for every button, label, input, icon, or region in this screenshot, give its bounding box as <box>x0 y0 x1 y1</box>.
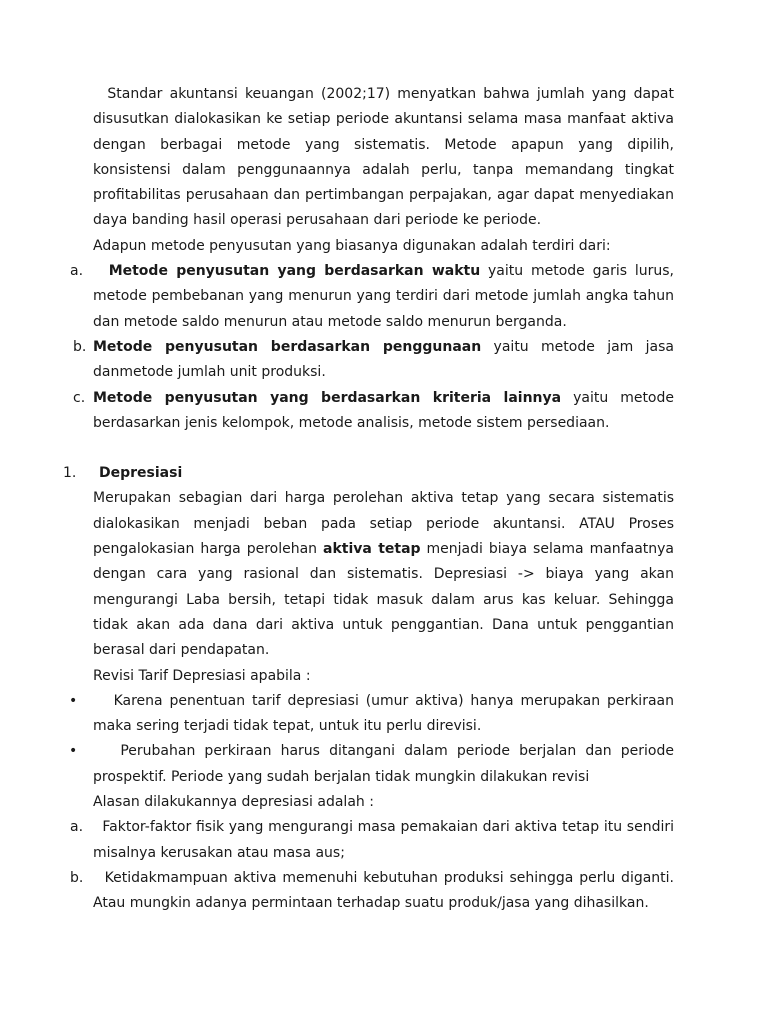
intro-paragraph <box>93 82 674 234</box>
method-item-b <box>73 335 674 386</box>
method-item-a <box>70 259 675 335</box>
list-marker: b. <box>70 869 84 886</box>
bullet-text: Perubahan perkiraan harus ditangani dalam periode berjalan dan periode prospektif. Periode yang sudah berjalan tidak mungkin dilakukan revisi <box>93 743 674 785</box>
list-marker: a. <box>70 819 84 836</box>
reason-item-a <box>70 815 674 866</box>
method-title: Metode penyusutan yang berdasarkan waktu <box>108 263 481 280</box>
section-number: 1. <box>63 465 77 482</box>
method-description: yaitu metode garis lurus, metode pembebanan yang menurun yang terdiri dari metode jumlah angka tahun dan metode saldo menurun atau metode saldo menurun berganda. <box>93 263 675 330</box>
reason-text: Ketidakmampuan aktiva memenuhi kebutuhan produksi sehingga perlu diganti. Atau mungkin adanya permintaan terhadap suatu produk/jasa yang dihasilkan. <box>93 869 675 912</box>
methods-intro: Adapun metode penyusutan yang biasanya digunakan adalah terdiri dari: <box>93 237 611 254</box>
spacer <box>93 436 674 461</box>
document-body <box>63 82 675 917</box>
method-item-c <box>73 386 675 437</box>
definition-bold-term: aktiva tetap <box>323 541 421 558</box>
bullet-marker: • <box>69 692 78 709</box>
method-title: Metode penyusutan yang berdasarkan kriteria lainnya <box>93 389 562 406</box>
section-title: Depresiasi <box>99 465 183 482</box>
list-marker: b. <box>73 338 87 355</box>
reason-item-b <box>70 866 675 917</box>
method-title: Metode penyusutan berdasarkan penggunaan <box>93 338 482 355</box>
method-description: yaitu metode jam jasa danmetode jumlah unit produksi. <box>93 338 674 381</box>
intro-paragraph-text: Standar akuntansi keuangan (2002;17) menyatkan bahwa jumlah yang dapat disusutkan dialokasikan ke setiap periode akuntansi selama masa manfaat aktiva dengan berbagai metode yang sistematis. Metode apapun yang dipilih, konsistensi dalam penggunaannya adalah perlu, tanpa memandang tingkat profitabilitas perusahaan dan pertimbangan perpajakan, agar dapat menyediakan daya banding hasil operasi perusahaan dari periode ke periode. <box>93 86 674 229</box>
list-marker: c. <box>73 389 86 406</box>
reason-text: Faktor-faktor fisik yang mengurangi masa pemakaian dari aktiva tetap itu sendiri misalnya kerusakan atau masa aus; <box>93 819 674 861</box>
bullet-text: Karena penentuan tarif depresiasi (umur aktiva) hanya merupakan perkiraan maka sering terjadi tidak tepat, untuk itu perlu direvisi. <box>93 692 674 735</box>
revisi-bullet-2 <box>69 739 674 790</box>
list-marker: a. <box>70 263 84 280</box>
definition-paragraph: Merupakan sebagian dari harga perolehan aktiva tetap yang secara sistematis dialokasikan menjadi beban pada setiap periode akuntansi. ATAU Proses pengalokasian harga perolehan aktiva tetap menjadi biaya selama manfaatnya dengan cara yang rasional dan sistematis. Depresiasi -> biaya yang akan mengurangi Laba bersih, tetapi tidak masuk dalam arus kas keluar. Sehingga tidak akan ada dana dari aktiva untuk penggantian. Dana untuk penggantian berasal dari pendapatan. <box>93 490 674 659</box>
bullet-marker: • <box>69 743 78 760</box>
method-description: yaitu metode berdasarkan jenis kelompok, metode analisis, metode sistem persediaan. <box>93 389 675 431</box>
alasan-title: Alasan dilakukannya depresiasi adalah : <box>93 794 374 811</box>
revisi-title: Revisi Tarif Depresiasi apabila : <box>93 667 311 684</box>
section-heading <box>63 461 674 486</box>
revisi-bullet-1 <box>69 689 674 740</box>
